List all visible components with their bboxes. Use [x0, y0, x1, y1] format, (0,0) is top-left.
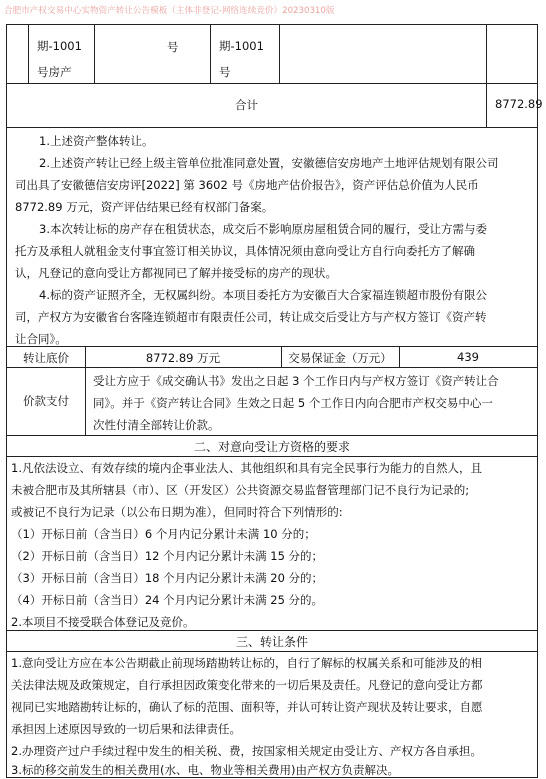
- cell-text: 期-1001: [219, 39, 264, 53]
- requirement-line: （1）开标日前（含当日）6 个月内记分累计未满 10 分的；: [11, 527, 316, 541]
- row-divider: [7, 83, 537, 84]
- document-header: 合肥市产权交易中心实物资产转让公告模板（主体非登记-网络连续竞价）20230310版: [4, 6, 335, 16]
- note-line: 司出具了安徽德信安房评[2022] 第 3602 号《房地产估价报告》，资产评估总价值为人民币: [15, 178, 479, 192]
- condition-line: 2.办理资产过户手续过程中发生的相关税、费，按国家相关规定由受让方、产权方各自承担。: [11, 744, 482, 758]
- row-divider: [7, 367, 537, 368]
- row-divider: [7, 346, 537, 347]
- note-line: 让合同》。: [15, 332, 67, 346]
- condition-line: 关法律法规及政策规定，自行承担因政策变化带来的一切后果及责任。凡登记的意向受让方都: [11, 678, 483, 692]
- deposit-value: 439: [457, 350, 479, 364]
- row-divider: [7, 630, 537, 631]
- column-divider: [28, 25, 29, 83]
- reserve-price-label: 转让底价: [23, 351, 69, 365]
- top-row-cell-c: [219, 39, 279, 79]
- total-value: 8772.89: [495, 97, 543, 111]
- note-line: 托方及承租人就租金支付事宜签订相关协议，具体情况须由意向受让方自行向委托方了解确: [15, 244, 475, 258]
- top-row-cell-b: 号: [167, 40, 179, 54]
- note-line: 认，凡登记的意向受让方都视同已了解并接受标的房产的现状。: [15, 266, 337, 280]
- reserve-price-value: 8772.89 万元: [145, 351, 221, 365]
- total-label: 合计: [235, 98, 258, 112]
- announcement-table: [6, 24, 543, 778]
- note-line: 1.上述资产整体转让。: [39, 134, 154, 148]
- note-line: 3.本次转让标的房产存在租赁状态，成交后不影响原房屋租赁合同的履行，受让方需与委: [39, 222, 487, 236]
- requirement-line: 未被合肥市及其所辖县（市）、区（开发区）公共资源交易监督管理部门记不良行为记录的;: [11, 483, 470, 497]
- note-line: 2.上述资产转让已经上级主管单位批准同意处置，安徽德信安房地产土地评估规划有限公司: [39, 156, 499, 170]
- condition-line: 视同已实地踏勘转让标的，确认了标的范围、面积等，并认可转让资产现状及转让要求，自愿: [11, 700, 483, 714]
- requirement-line: 或被记不良行为记录（以公布日期为准），但同时符合下列情形的:: [11, 505, 343, 519]
- note-line: 司，产权方为安徽省台客隆连锁超市有限责任公司，转让成交后受让方与产权方签订《资产转: [15, 310, 487, 324]
- payment-line: 次性付清全部转让价款。: [93, 418, 220, 432]
- condition-line: 1.意向受让方应在本公告期截止前现场踏勘转让标的，自行了解标的权属关系和可能涉及的相: [11, 656, 482, 670]
- section-title-qualifications: 二、对意向受让方资格的要求: [193, 440, 350, 454]
- cell-text: 期-1001: [37, 39, 82, 53]
- column-divider: [279, 25, 280, 83]
- row-divider: [7, 127, 537, 128]
- requirement-line: （4）开标日前（含当日）24 个月内记分累计未满 25 分的。: [11, 593, 324, 607]
- payment-line: 受让方应于《成交确认书》发出之日起 3 个工作日内与产权方签订《资产转让合: [93, 374, 499, 388]
- column-divider: [94, 25, 95, 83]
- column-divider: [486, 25, 487, 127]
- payment-label: 价款支付: [23, 394, 69, 408]
- requirement-line: 2.本项目不接受联合体登记及竞价。: [11, 615, 195, 629]
- requirement-line: （2）开标日前（含当日）12 个月内记分累计未满 15 分的；: [11, 549, 324, 563]
- condition-line: 承担因上述原因导致的一切后果和法律责任。: [11, 722, 241, 736]
- payment-line: 同》。并于《资产转让合同》生效之日起 5 个工作日内向合肥市产权交易中心一: [93, 396, 493, 410]
- section-title-conditions: 三、转让条件: [235, 635, 308, 649]
- note-line: 8772.89 万元，资产评估结果已经有权部门备案。: [15, 200, 274, 214]
- deposit-label: 交易保证金（万元）: [288, 351, 392, 365]
- cell-text: 号: [219, 65, 231, 79]
- column-divider: [210, 25, 211, 83]
- row-divider: [7, 435, 537, 436]
- note-line: 4.标的资产证照齐全，无权属纠纷。本项目委托方为安徽百大合家福连锁超市股份有限公: [39, 288, 487, 302]
- requirement-line: （3）开标日前（含当日）18 个月内记分累计未满 20 分的；: [11, 571, 324, 585]
- requirement-line: 1.凡依法设立、有效存续的境内企事业法人、其他组织和具有完全民事行为能力的自然人，且: [11, 461, 482, 475]
- condition-line: 3.标的移交前发生的相关费用(水、电、物业等相关费用)由产权方负责解决。: [11, 763, 399, 777]
- cell-text: 号房产: [37, 65, 72, 79]
- top-row-cell-a: [37, 39, 94, 79]
